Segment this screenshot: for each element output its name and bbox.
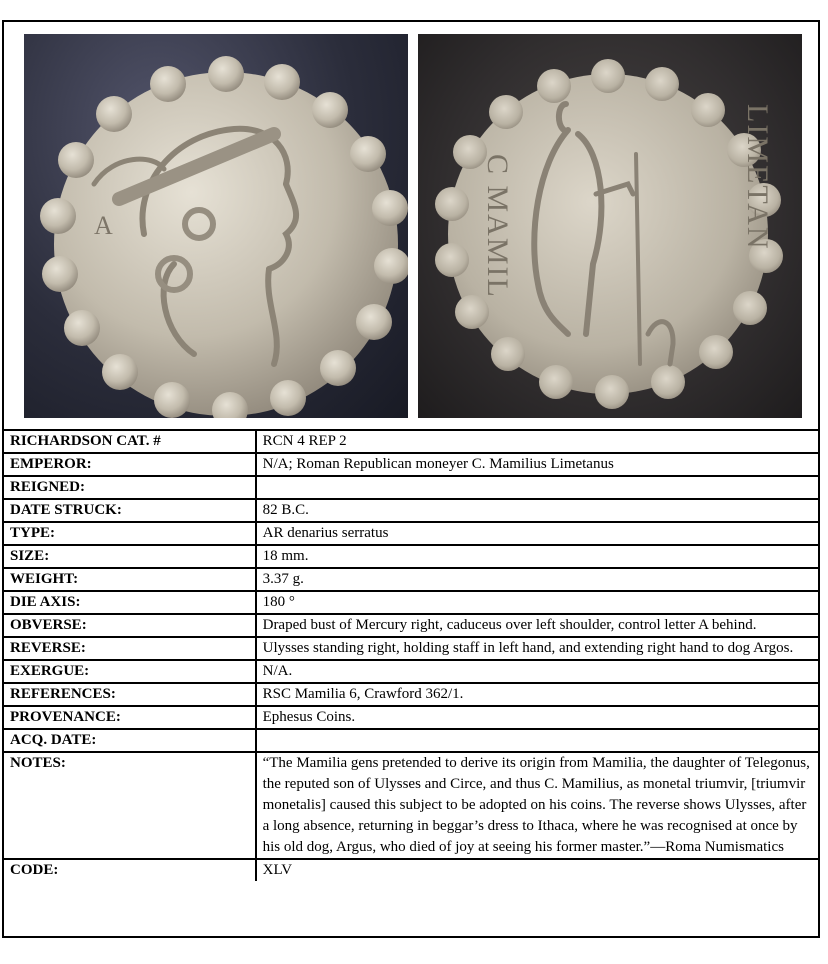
field-label: NOTES: xyxy=(4,752,256,859)
table-row xyxy=(4,476,818,499)
coin-record-sheet xyxy=(2,20,820,938)
field-label: CODE: xyxy=(4,859,256,881)
table-row xyxy=(4,499,818,522)
table-row xyxy=(4,752,818,859)
coin-photos xyxy=(4,22,818,433)
table-row xyxy=(4,729,818,752)
table-row xyxy=(4,453,818,476)
table-row xyxy=(4,591,818,614)
table-row xyxy=(4,545,818,568)
field-value xyxy=(256,729,818,752)
field-label: TYPE: xyxy=(4,522,256,545)
table-row xyxy=(4,660,818,683)
field-label: RICHARDSON CAT. # xyxy=(4,430,256,453)
reverse-coin-image xyxy=(418,34,802,418)
field-label: REFERENCES: xyxy=(4,683,256,706)
field-label: PROVENANCE: xyxy=(4,706,256,729)
field-label: REIGNED: xyxy=(4,476,256,499)
field-label: DATE STRUCK: xyxy=(4,499,256,522)
table-row xyxy=(4,637,818,660)
field-label: REVERSE: xyxy=(4,637,256,660)
field-value: Ephesus Coins. xyxy=(256,706,818,729)
reverse-legend-right: LIMETAN xyxy=(741,104,774,251)
field-value: 3.37 g. xyxy=(256,568,818,591)
field-value: Draped bust of Mercury right, caduceus over left shoulder, control letter A behind. xyxy=(256,614,818,637)
field-value: “The Mamilia gens pretended to derive its origin from Mamilia, the daughter of Telegonus, the reputed son of Ulysses and Circe, and thus C. Mamilius, as monetal triumvir, [triumvir monetalis] caused this subject to be adopted on his coins. The reverse shows Ulysses, after a long absence, returning in beggar’s dress to Ithaca, where he was recognised at once by his old dog, Argus, who died of joy at seeing his former master.”—Roma Numismatics xyxy=(256,752,818,859)
field-value: AR denarius serratus xyxy=(256,522,818,545)
field-label: ACQ. DATE: xyxy=(4,729,256,752)
table-row xyxy=(4,859,818,881)
field-label: OBVERSE: xyxy=(4,614,256,637)
field-value: Ulysses standing right, holding staff in left hand, and extending right hand to dog Argos. xyxy=(256,637,818,660)
table-row xyxy=(4,706,818,729)
table-row xyxy=(4,614,818,637)
table-row xyxy=(4,430,818,453)
field-value: N/A; Roman Republican moneyer C. Mamilius Limetanus xyxy=(256,453,818,476)
field-label: EXERGUE: xyxy=(4,660,256,683)
table-row xyxy=(4,522,818,545)
field-label: EMPEROR: xyxy=(4,453,256,476)
field-label: WEIGHT: xyxy=(4,568,256,591)
obverse-coin-image xyxy=(24,34,408,418)
field-value: RCN 4 REP 2 xyxy=(256,430,818,453)
field-label: DIE AXIS: xyxy=(4,591,256,614)
obverse-photo xyxy=(24,34,408,418)
field-value: 180 ° xyxy=(256,591,818,614)
field-value: RSC Mamilia 6, Crawford 362/1. xyxy=(256,683,818,706)
field-value: N/A. xyxy=(256,660,818,683)
reverse-photo xyxy=(418,34,802,418)
field-value: 82 B.C. xyxy=(256,499,818,522)
field-value: XLV xyxy=(256,859,818,881)
table-row xyxy=(4,568,818,591)
reverse-legend-left: C MAMIL xyxy=(481,154,514,299)
field-label: SIZE: xyxy=(4,545,256,568)
field-value xyxy=(256,476,818,499)
field-value: 18 mm. xyxy=(256,545,818,568)
coin-details-table xyxy=(4,429,818,881)
obverse-control-letter: A xyxy=(94,211,113,240)
table-row xyxy=(4,683,818,706)
